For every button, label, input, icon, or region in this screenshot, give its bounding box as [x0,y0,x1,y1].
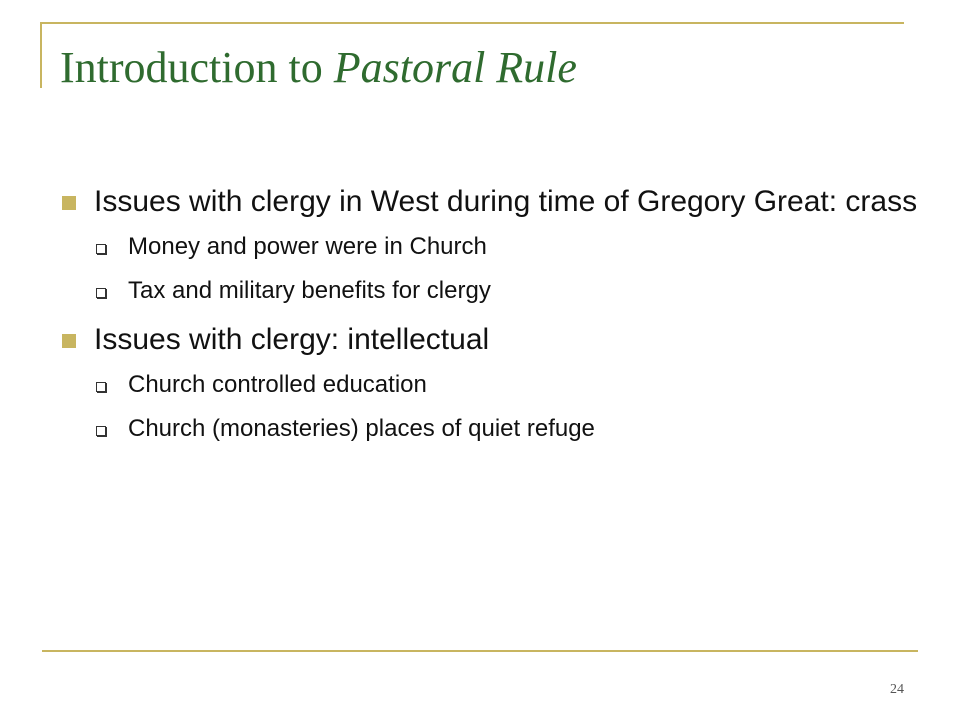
bottom-rule-line [42,650,918,652]
hollow-box-bullet-icon [96,244,106,254]
sub-bullet-list [94,370,920,444]
title-plain-text: Introduction to [60,43,334,92]
square-bullet-icon [62,196,76,210]
hollow-box-bullet-icon [96,288,106,298]
slide-title [60,40,577,96]
top-rule-line [40,22,904,24]
sub-bullet-item [94,276,920,306]
sub-bullet-text: Money and power were in Church [128,233,487,260]
sub-bullet-item [94,370,920,400]
bullet-text: Issues with clergy: intellectual [94,323,490,356]
title-italic-text: Pastoral Rule [333,43,577,92]
bullet-item [60,320,920,444]
sub-bullet-list [94,232,920,306]
sub-bullet-text: Tax and military benefits for clergy [128,277,491,304]
sub-bullet-text: Church controlled education [128,371,427,398]
left-rule-line [40,22,42,88]
page-number: 24 [890,682,904,697]
sub-bullet-item [94,232,920,262]
square-bullet-icon [62,334,76,348]
sub-bullet-text: Church (monasteries) places of quiet refuge [128,415,595,442]
hollow-box-bullet-icon [96,382,106,392]
bullet-list [60,182,920,458]
hollow-box-bullet-icon [96,426,106,436]
bullet-item [60,182,920,306]
bullet-text: Issues with clergy in West during time of Gregory Great: crass [94,185,918,218]
sub-bullet-item [94,414,920,444]
